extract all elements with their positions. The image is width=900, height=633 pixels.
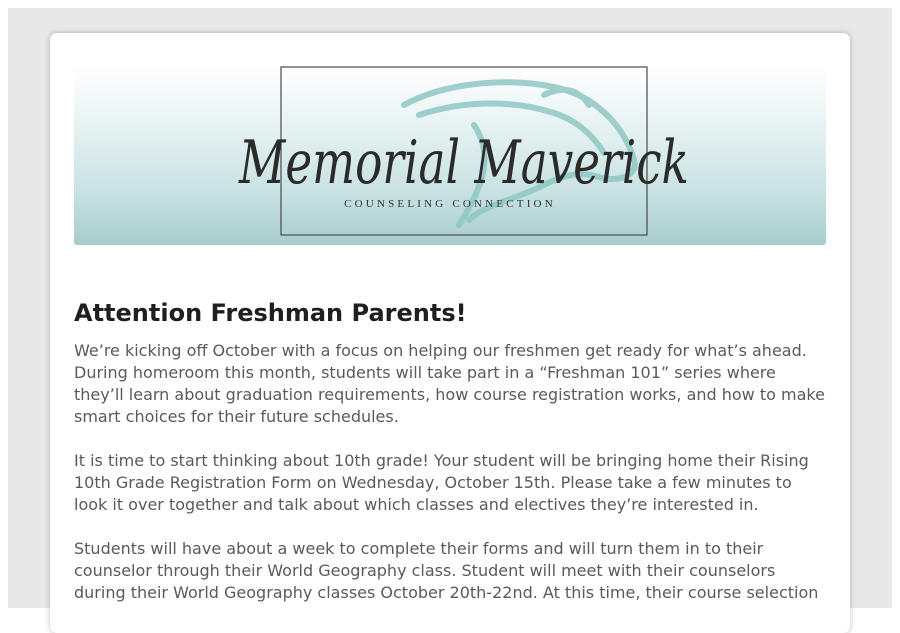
article-heading: Attention Freshman Parents! [74,299,467,327]
paragraph-registration: It is time to start thinking about 10th grade! Your student will be bringing home their Rising 10th Grade Registration Form on Wednesday, October 15th. Please take a few minutes to look it over together and talk about which classes and electives they’re interested in. [74,451,809,514]
paragraph-intro: We’re kicking off October with a focus on helping our freshmen get ready for what’s ahead. During homeroom this month, students will take part in a “Freshman 101” series where they’ll learn about graduation requirements, how course registration works, and how to make smart choices for their future schedules. [74,341,825,426]
paragraph-deadline: Students will have about a week to complete their forms and will turn them in to their counselor through their World Geography class. Student will meet with their counselors during their World Geography classes October 20th-22nd. At this time, their course selection [74,539,819,602]
banner-subtitle: COUNSELING CONNECTION [344,198,556,210]
horse-head-icon [74,65,826,245]
article-body [74,296,826,626]
logo-text: Memorial Maverick [238,128,689,198]
header-banner [74,65,826,245]
